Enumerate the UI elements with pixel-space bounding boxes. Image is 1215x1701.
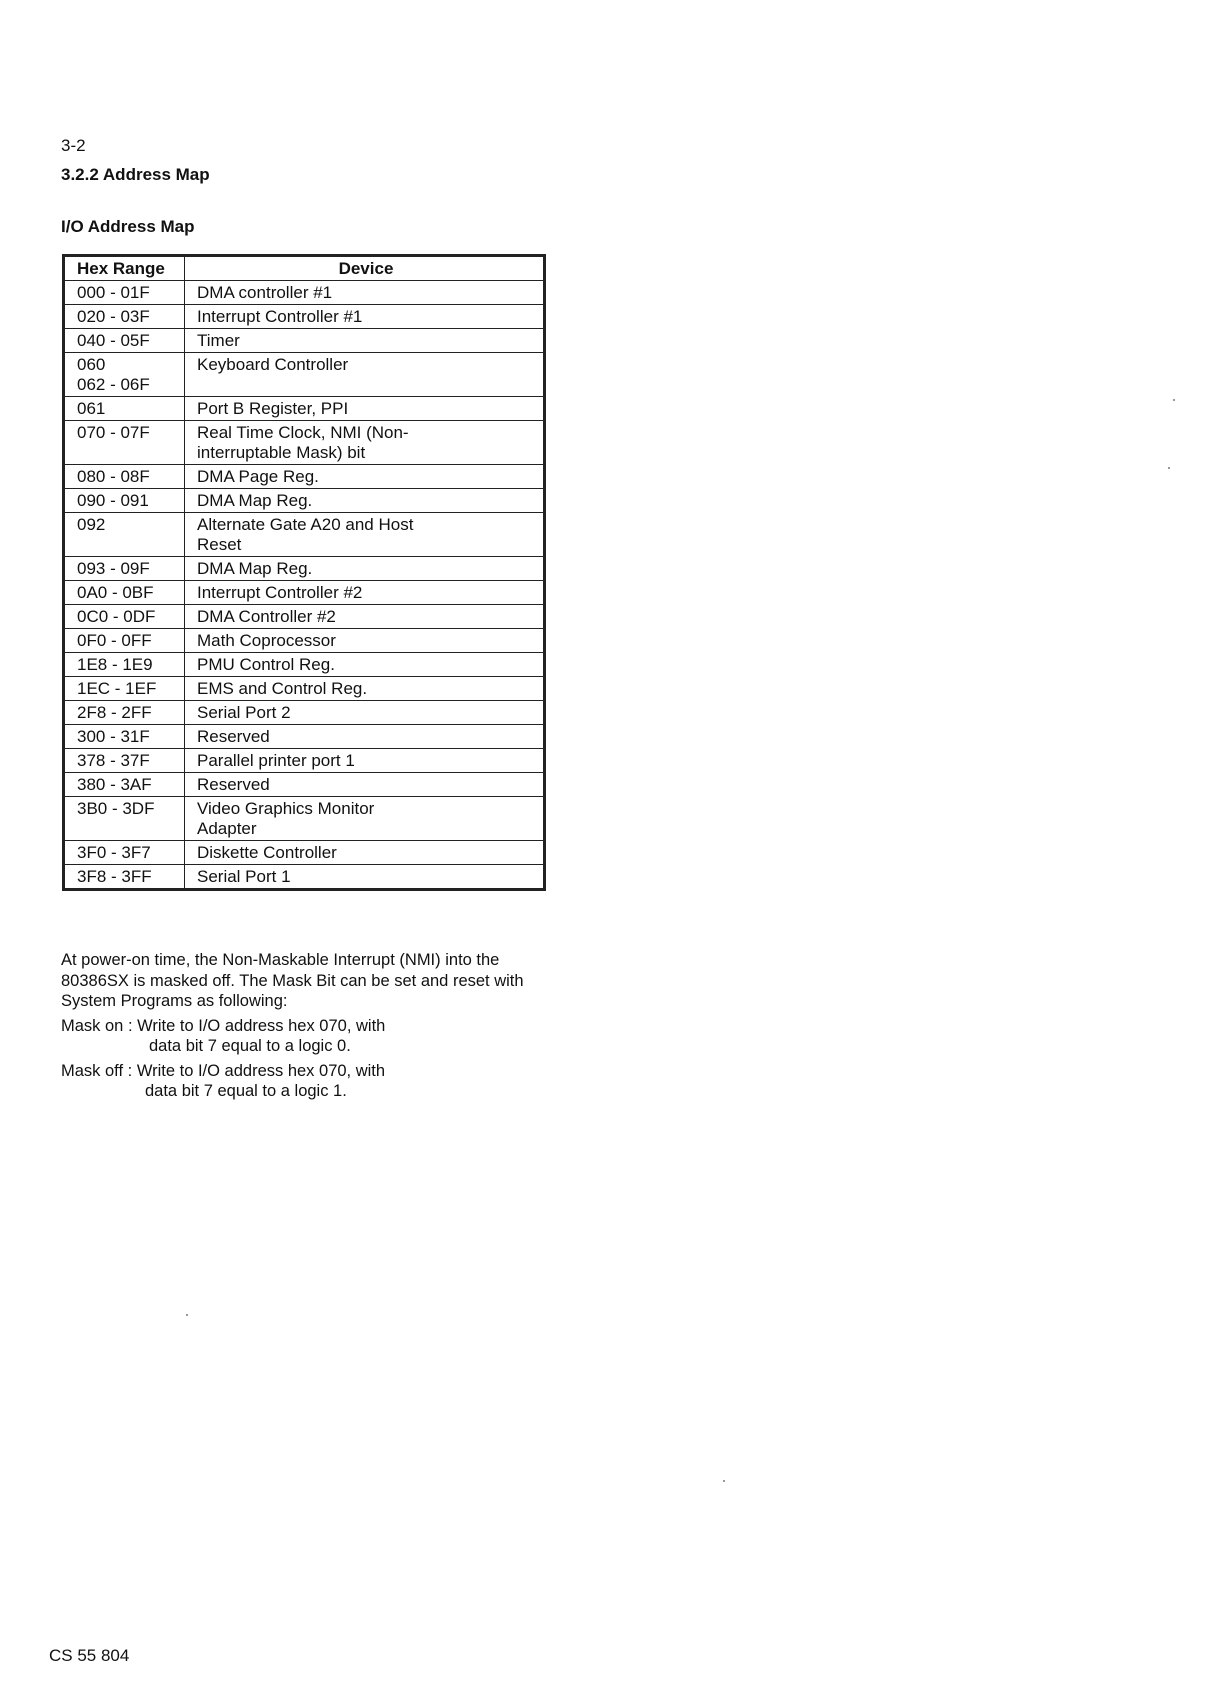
- table-row: [64, 513, 545, 557]
- scan-speck: [1168, 467, 1170, 469]
- device-cell: Timer: [185, 329, 545, 353]
- table-row: [64, 701, 545, 725]
- device-cell: Video Graphics Monitor Adapter: [185, 797, 545, 841]
- table-row: [64, 329, 545, 353]
- hex-range-cell: 0F0 - 0FF: [64, 629, 185, 653]
- table-row: [64, 865, 545, 890]
- mask-off-text-2: data bit 7 equal to a logic 1.: [145, 1082, 347, 1100]
- footer-doc-id: CS 55 804: [49, 1646, 130, 1665]
- subsection-title: I/O Address Map: [61, 217, 195, 236]
- table-row: [64, 581, 545, 605]
- device-cell: Reserved: [185, 725, 545, 749]
- table-row: [64, 281, 545, 305]
- scan-speck: [1173, 399, 1175, 401]
- header-hex-range: Hex Range: [64, 256, 185, 281]
- hex-range-cell: 093 - 09F: [64, 557, 185, 581]
- device-cell: DMA controller #1: [185, 281, 545, 305]
- table-row: [64, 489, 545, 513]
- table-row: [64, 305, 545, 329]
- hex-range-cell: 000 - 01F: [64, 281, 185, 305]
- mask-on-text-1: Write to I/O address hex 070, with: [137, 1016, 386, 1035]
- device-cell: PMU Control Reg.: [185, 653, 545, 677]
- hex-range-cell: 3B0 - 3DF: [64, 797, 185, 841]
- table-row: [64, 653, 545, 677]
- device-cell: DMA Map Reg.: [185, 557, 545, 581]
- table-row: [64, 749, 545, 773]
- hex-range-cell: 378 - 37F: [64, 749, 185, 773]
- mask-off-label: Mask off :: [61, 1061, 133, 1080]
- table-header-row: [64, 256, 545, 281]
- table-row: [64, 421, 545, 465]
- table-row: [64, 605, 545, 629]
- hex-range-cell: 3F0 - 3F7: [64, 841, 185, 865]
- table-row: [64, 841, 545, 865]
- device-cell: Interrupt Controller #1: [185, 305, 545, 329]
- device-cell: Real Time Clock, NMI (Non- interruptable Mask) bit: [185, 421, 545, 465]
- device-cell: Interrupt Controller #2: [185, 581, 545, 605]
- nmi-paragraph: At power-on time, the Non-Maskable Interrupt (NMI) into the 80386SX is masked off. The Mask Bit can be set and reset with System Programs as following:: [61, 951, 524, 1010]
- hex-range-cell: 020 - 03F: [64, 305, 185, 329]
- hex-range-cell: 3F8 - 3FF: [64, 865, 185, 890]
- table-row: [64, 353, 545, 397]
- device-cell: Parallel printer port 1: [185, 749, 545, 773]
- table-row: [64, 397, 545, 421]
- hex-range-cell: 0C0 - 0DF: [64, 605, 185, 629]
- device-cell: Port B Register, PPI: [185, 397, 545, 421]
- device-cell: DMA Controller #2: [185, 605, 545, 629]
- hex-range-cell: 070 - 07F: [64, 421, 185, 465]
- device-cell: Math Coprocessor: [185, 629, 545, 653]
- mask-on-instruction: [61, 1016, 561, 1057]
- device-cell: EMS and Control Reg.: [185, 677, 545, 701]
- table-body: [64, 281, 545, 890]
- hex-range-cell: 090 - 091: [64, 489, 185, 513]
- mask-on-text-2: data bit 7 equal to a logic 0.: [149, 1037, 351, 1055]
- device-cell: DMA Map Reg.: [185, 489, 545, 513]
- table-row: [64, 773, 545, 797]
- table-row: [64, 465, 545, 489]
- header-device: Device: [185, 256, 545, 281]
- hex-range-cell: 080 - 08F: [64, 465, 185, 489]
- device-cell: DMA Page Reg.: [185, 465, 545, 489]
- hex-range-cell: 300 - 31F: [64, 725, 185, 749]
- device-cell: Diskette Controller: [185, 841, 545, 865]
- io-address-table: [62, 254, 546, 891]
- hex-range-cell: 061: [64, 397, 185, 421]
- mask-off-instruction: [61, 1061, 561, 1102]
- device-cell: Serial Port 2: [185, 701, 545, 725]
- mask-off-text-1: Write to I/O address hex 070, with: [136, 1061, 386, 1080]
- scan-speck: [723, 1480, 725, 1482]
- hex-range-cell: 1EC - 1EF: [64, 677, 185, 701]
- hex-range-cell: 092: [64, 513, 185, 557]
- table-row: [64, 725, 545, 749]
- section-title: 3.2.2 Address Map: [61, 165, 210, 184]
- table-row: [64, 797, 545, 841]
- mask-on-label: Mask on :: [61, 1016, 133, 1035]
- device-cell: Serial Port 1: [185, 865, 545, 890]
- scan-speck: [186, 1314, 188, 1316]
- hex-range-cell: 1E8 - 1E9: [64, 653, 185, 677]
- device-cell: Alternate Gate A20 and Host Reset: [185, 513, 545, 557]
- hex-range-cell: 0A0 - 0BF: [64, 581, 185, 605]
- hex-range-cell: 040 - 05F: [64, 329, 185, 353]
- nmi-notes: [61, 950, 561, 1106]
- device-cell: Keyboard Controller: [185, 353, 545, 397]
- table-row: [64, 557, 545, 581]
- table-row: [64, 677, 545, 701]
- hex-range-cell: 380 - 3AF: [64, 773, 185, 797]
- page-number: 3-2: [61, 136, 86, 155]
- table-row: [64, 629, 545, 653]
- hex-range-cell: 2F8 - 2FF: [64, 701, 185, 725]
- hex-range-cell: 060 062 - 06F: [64, 353, 185, 397]
- device-cell: Reserved: [185, 773, 545, 797]
